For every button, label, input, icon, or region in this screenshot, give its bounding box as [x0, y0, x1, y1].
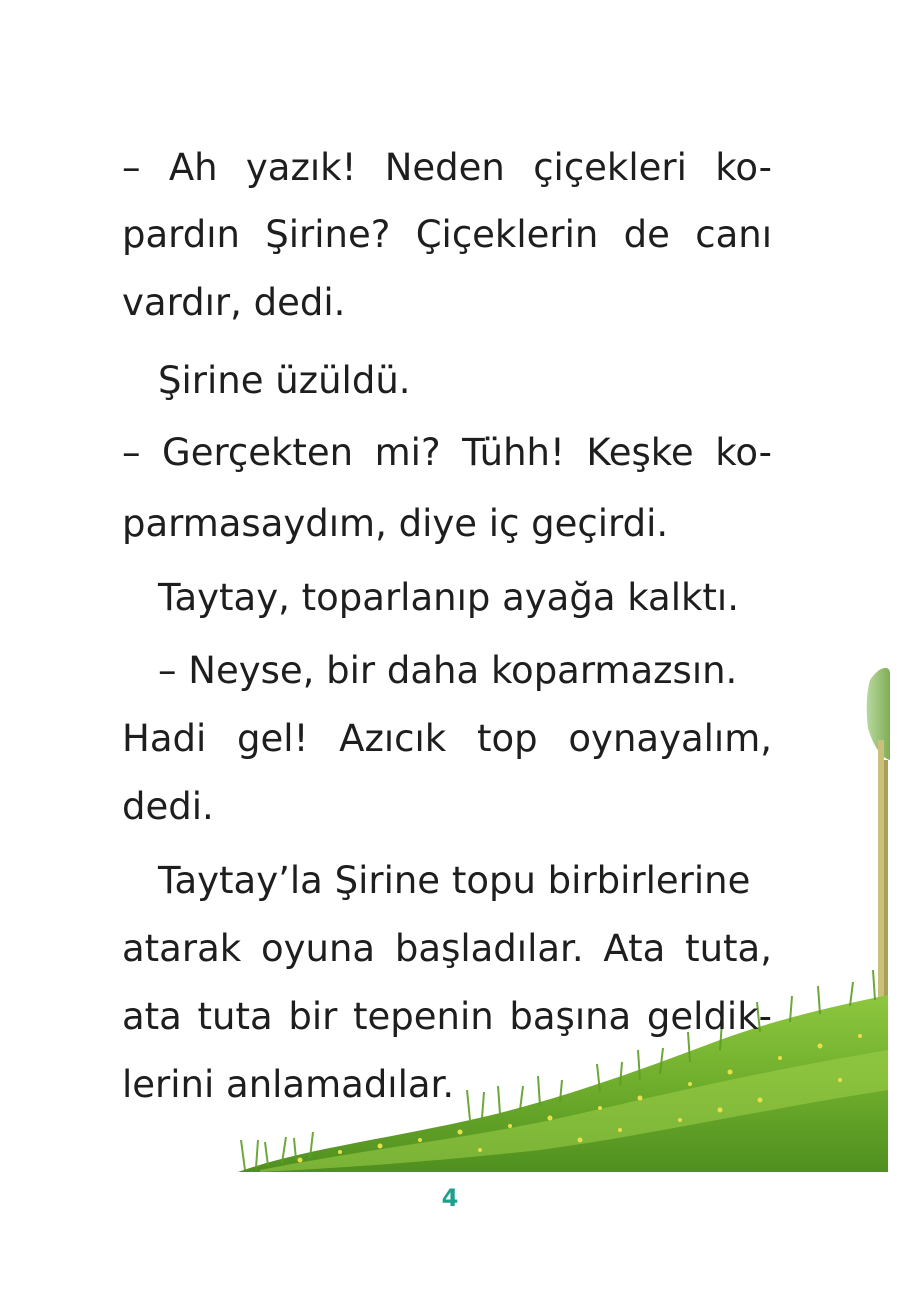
text-line: vardır, dedi. [122, 281, 346, 324]
text-line: Taytay, toparlanıp ayağa kalktı. [158, 576, 739, 619]
tree-icon [867, 668, 890, 1010]
text-line: parmasaydım, diye iç geçirdi. [122, 502, 669, 545]
text-line: Şirine üzüldü. [158, 359, 411, 402]
text-line: – Ah yazık! Neden çiçekleri ko- [122, 146, 772, 189]
page-number: 4 [441, 1184, 459, 1212]
text-line: – Neyse, bir daha koparmazsın. [158, 649, 738, 692]
text-line: pardın Şirine? Çiçeklerin de canı [122, 213, 772, 256]
text-line: lerini anlamadılar. [122, 1063, 455, 1106]
text-line: ata tuta bir tepenin başına geldik- [122, 995, 772, 1038]
text-line: Hadi gel! Azıcık top oynayalım, [122, 717, 772, 760]
text-line: dedi. [122, 785, 214, 828]
text-line: – Gerçekten mi? Tühh! Keşke ko- [122, 431, 772, 474]
text-line: Taytay’la Şirine topu birbirlerine [158, 859, 751, 902]
text-line: atarak oyuna başladılar. Ata tuta, [122, 927, 772, 970]
